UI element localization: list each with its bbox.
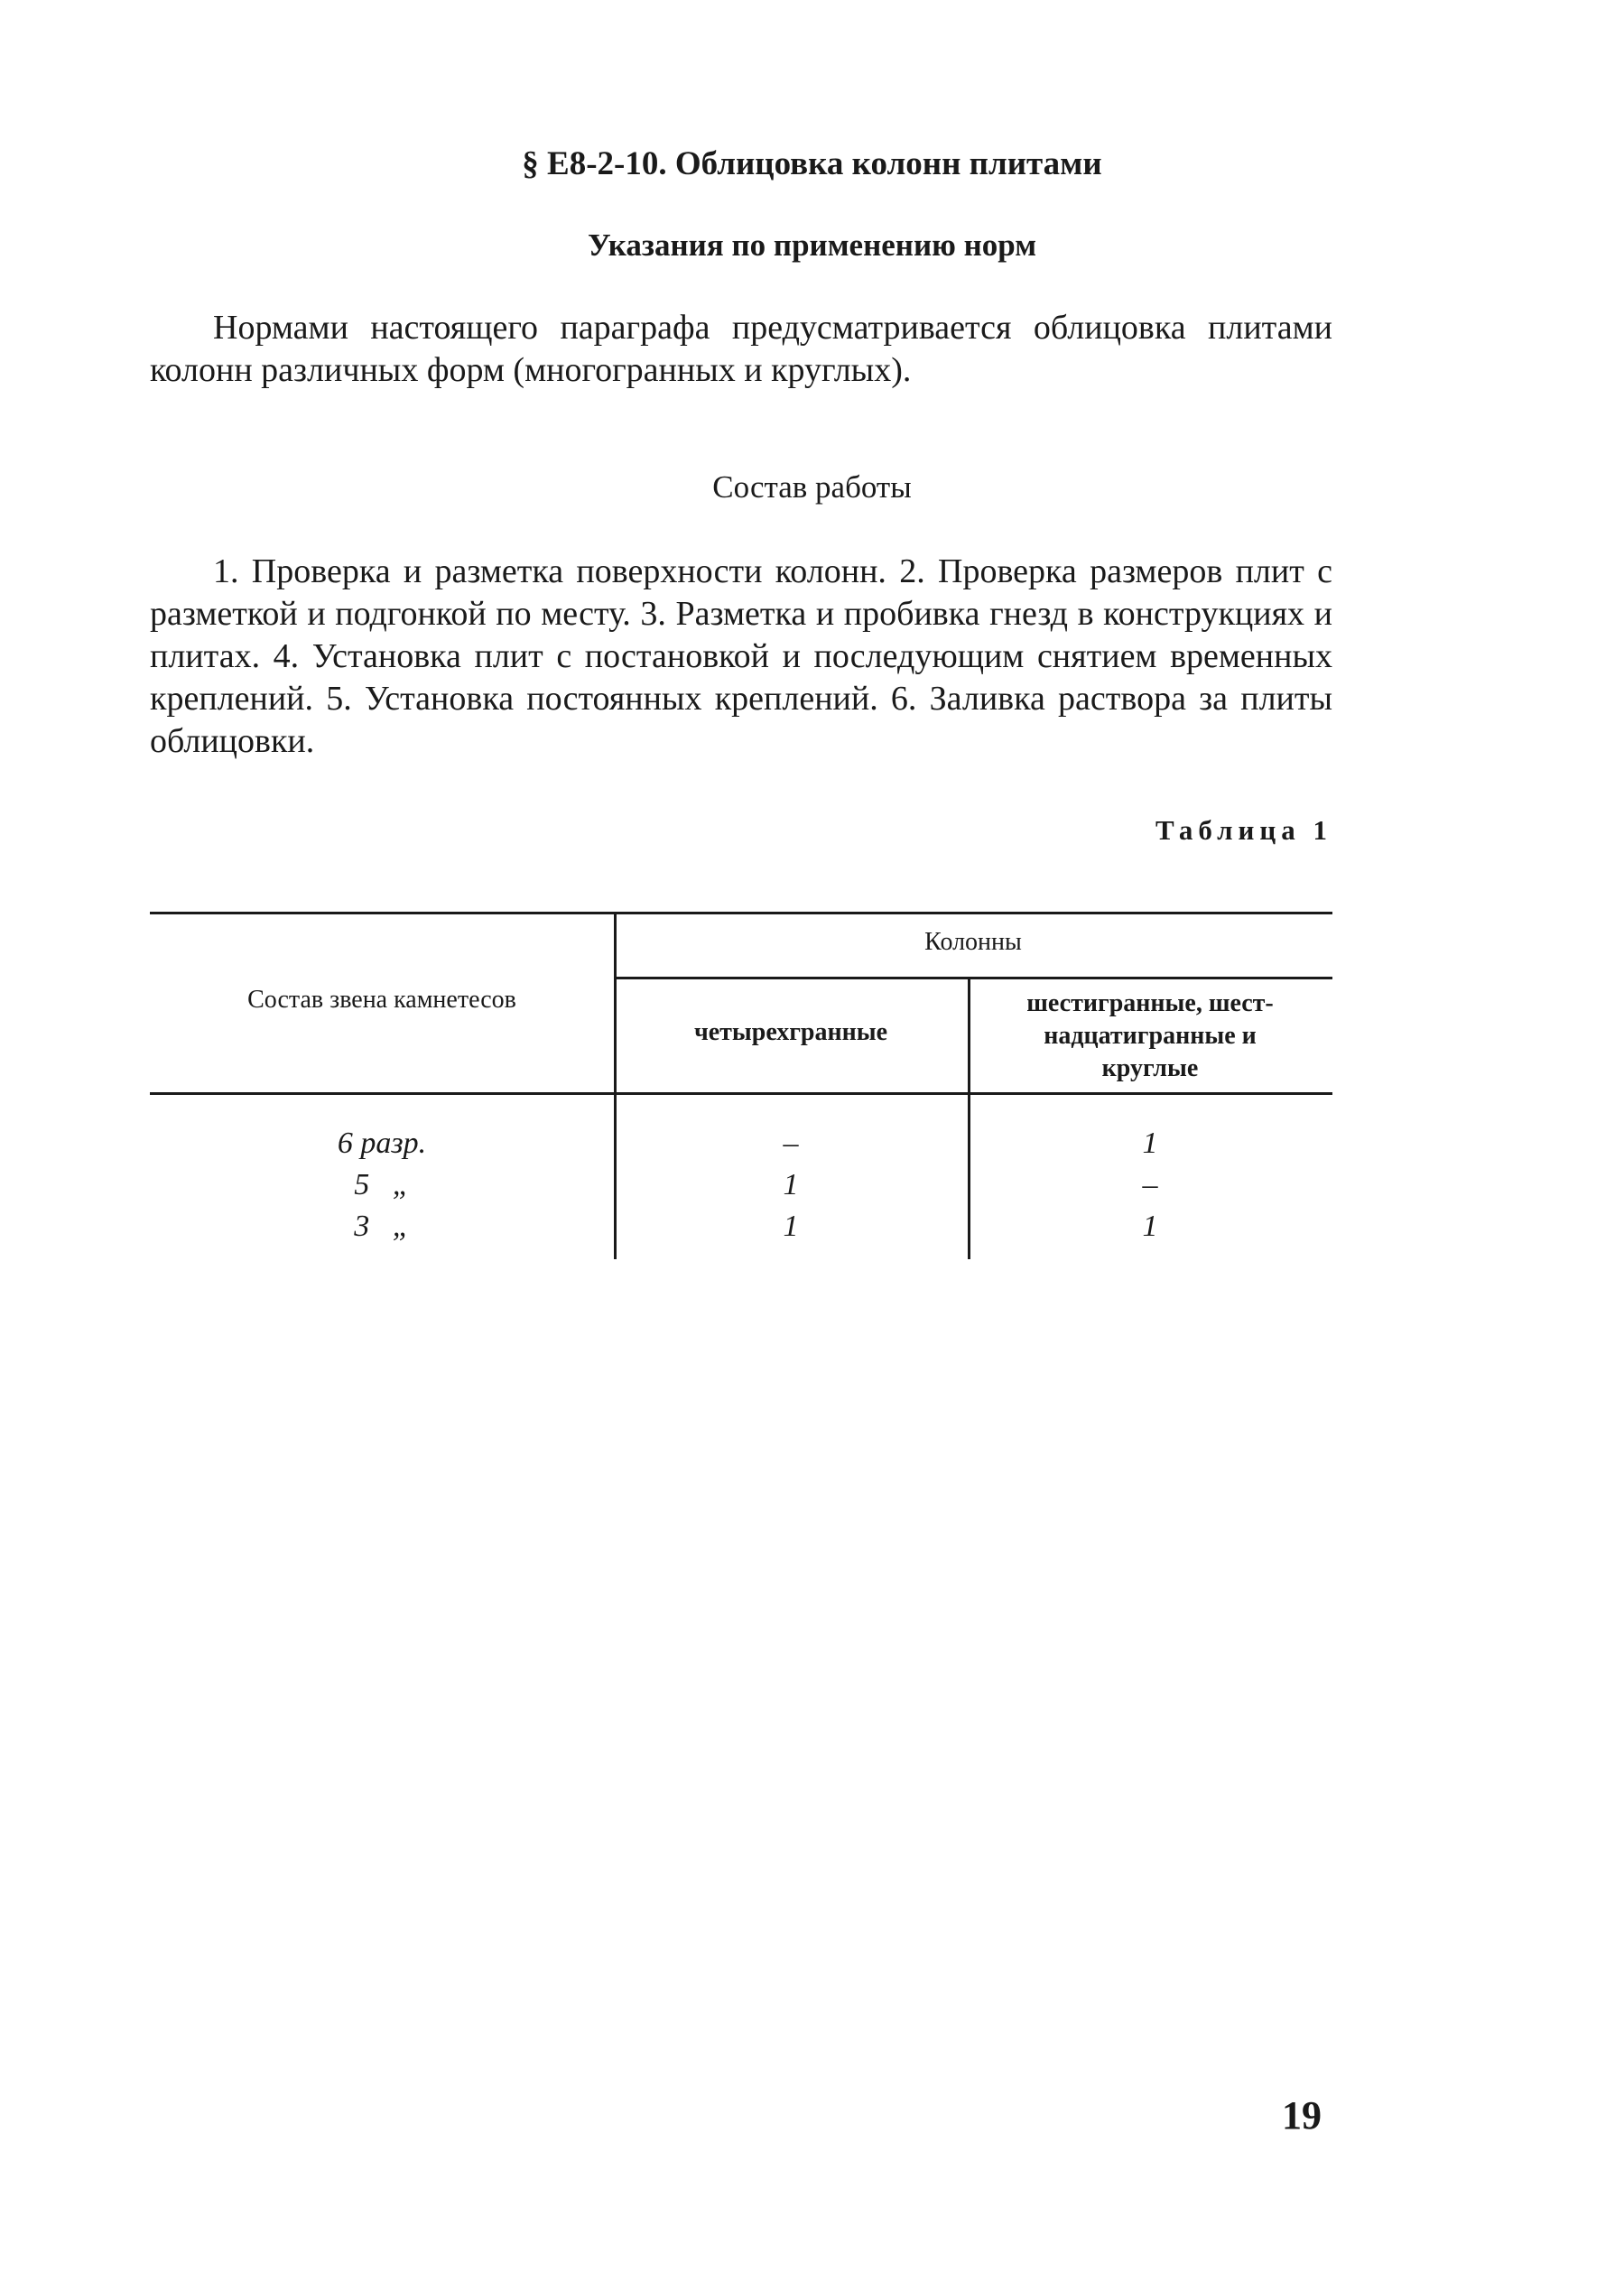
row3-six: 1 — [1142, 1210, 1158, 1243]
header-six-line1: шестигранные, шест- — [1026, 989, 1274, 1017]
row3-grade: 3 „ — [354, 1210, 410, 1243]
row3-four: 1 — [783, 1210, 799, 1243]
row2-six: – — [1142, 1168, 1158, 1201]
header-six-sided — [968, 988, 1332, 1085]
instructions-heading: Указания по применению норм — [587, 227, 1037, 263]
table-divider-1 — [614, 912, 617, 1259]
header-crew: Состав звена камнетесов — [247, 986, 516, 1014]
work-paragraph — [150, 551, 1332, 763]
header-six-line3: круглые — [1101, 1054, 1199, 1082]
header-six-line2: надцатигранные и — [1044, 1022, 1257, 1050]
row2-four: 1 — [783, 1168, 799, 1201]
crew-table — [150, 912, 1332, 1264]
table-header-bottom-rule — [150, 1092, 1332, 1095]
row1-four: – — [783, 1127, 799, 1160]
row2-grade: 5 „ — [354, 1168, 410, 1201]
table-top-rule — [150, 912, 1332, 914]
columns-header-rule — [614, 977, 1332, 979]
row1-grade: 6 разр. — [337, 1127, 427, 1160]
page-number: 19 — [1282, 2093, 1322, 2138]
header-four-sided: четырехгранные — [693, 1018, 888, 1046]
work-heading: Состав работы — [712, 469, 912, 505]
header-columns: Колонны — [924, 928, 1022, 956]
instructions-paragraph — [150, 307, 1332, 392]
section-title: § Е8-2-10. Облицовка колонн плитами — [522, 145, 1102, 182]
instructions-text: Нормами настоящего параграфа предусматривается облицовка плитами колонн различных форм (многогранных и круглых). — [150, 309, 1332, 389]
work-text: 1. Проверка и разметка поверхности колонн. 2. Проверка размеров плит с разметкой и подгонкой по месту. 3. Разметка и пробивка гнезд в конструкциях и плитах. 4. Установка плит с постановкой и последующим снятием временных креплений. 5. Установка постоянных креплений. 6. Заливка раствора за плиты облицовки. — [150, 552, 1332, 760]
row1-six: 1 — [1142, 1127, 1158, 1160]
table-caption: Таблица 1 — [1155, 814, 1332, 846]
